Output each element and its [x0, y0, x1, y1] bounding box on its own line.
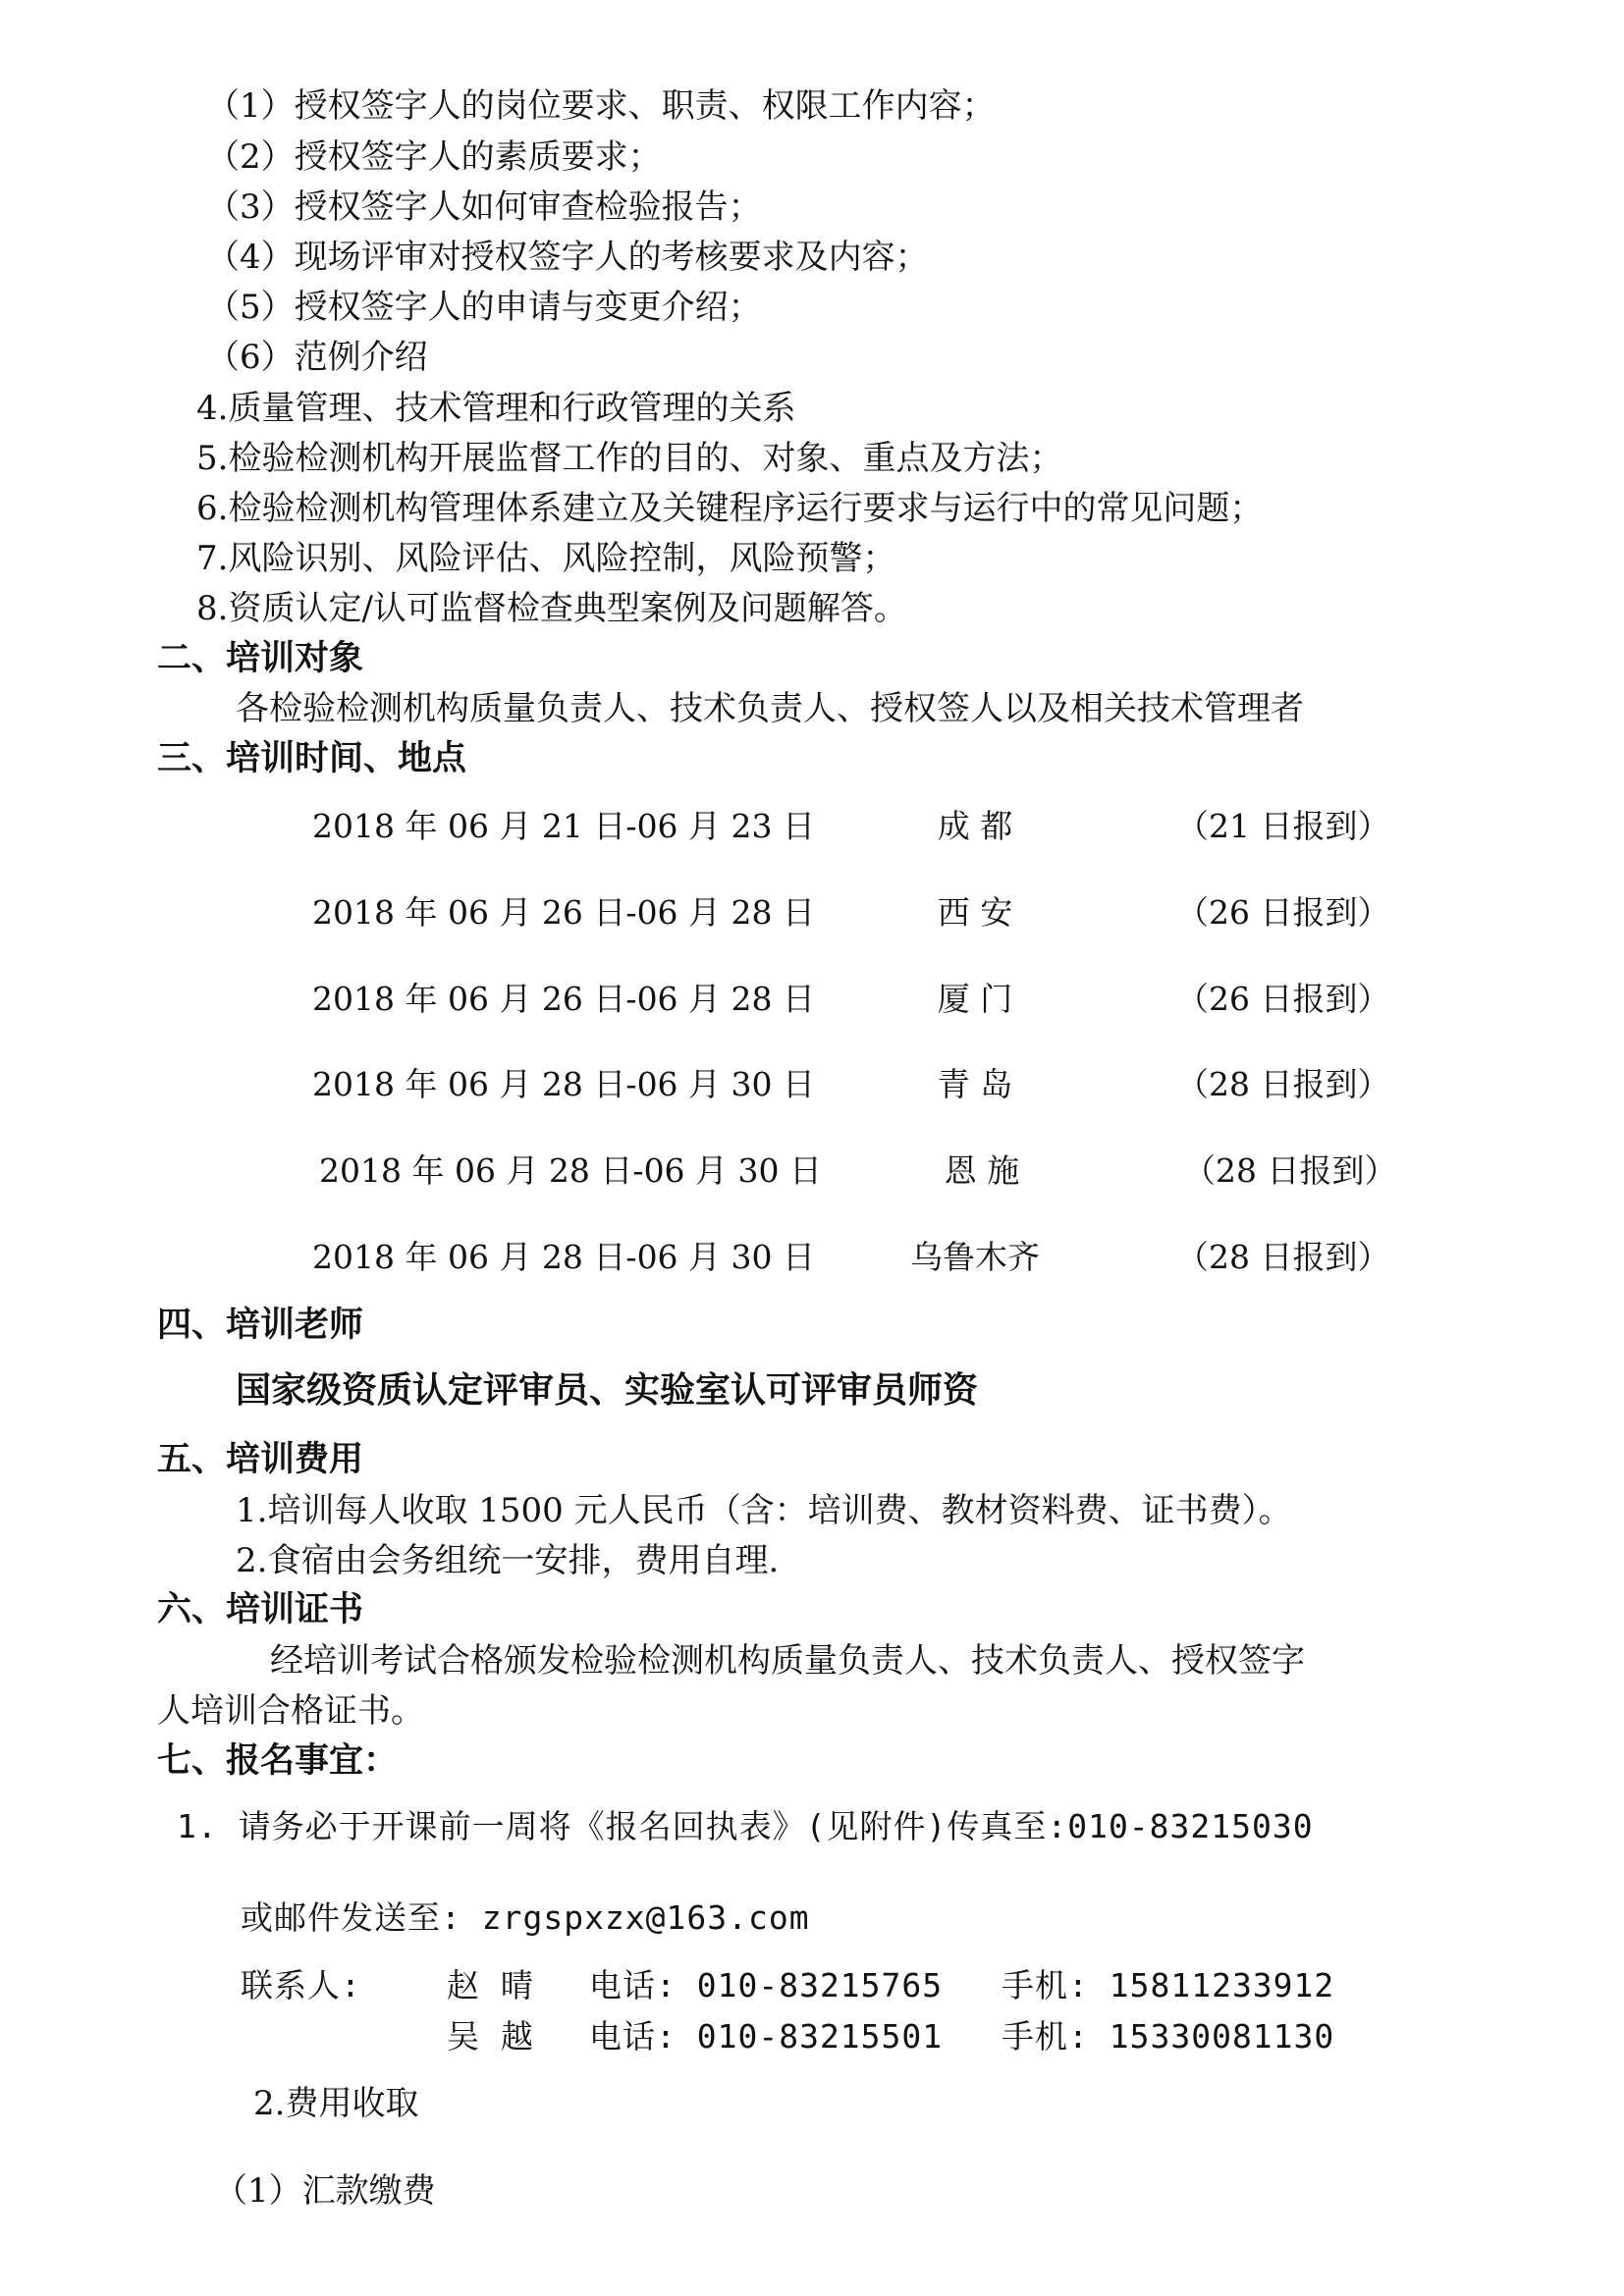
section-6-heading: 六、培训证书: [157, 1590, 364, 1629]
content-item-3: （3）授权签字人如何审查检验报告；: [206, 187, 762, 227]
schedule-date: 2018 年 06 月 28 日-06 月 30 日: [312, 1065, 816, 1103]
schedule-report: （26 日报到）: [1176, 893, 1390, 932]
schedule-report: （26 日报到）: [1176, 980, 1390, 1018]
schedule-city: 厦 门: [937, 980, 1013, 1018]
contact-name: 赵 晴: [447, 1966, 534, 2004]
contact-mobile: 手机: 15811233912: [1001, 1966, 1335, 2004]
schedule-report: （28 日报到）: [1183, 1151, 1397, 1190]
section-6-line-1: 经培训考试合格颁发检验检测机构质量负责人、技术负责人、授权签字: [270, 1641, 1305, 1681]
section-4-heading: 四、培训老师: [157, 1306, 364, 1345]
content-item-1: （1）授权签字人的岗位要求、职责、权限工作内容；: [206, 86, 996, 126]
schedule-city: 成 都: [937, 807, 1013, 845]
section-2-heading: 二、培训对象: [157, 639, 364, 678]
content-item-6: （6）范例介绍: [206, 338, 428, 377]
topic-8: 8.资质认定/认可监督检查典型案例及问题解答。: [196, 589, 907, 628]
section-7-sub-1: （1）汇款缴费: [214, 2171, 436, 2211]
section-7-heading: 七、报名事宜：: [157, 1741, 399, 1781]
content-item-2: （2）授权签字人的素质要求；: [206, 137, 662, 177]
schedule-city: 西 安: [937, 893, 1013, 932]
contact-name: 吴 越: [447, 2017, 534, 2056]
topic-6: 6.检验检测机构管理体系建立及关键程序运行要求与运行中的常见问题；: [196, 489, 1264, 528]
schedule-report: （28 日报到）: [1176, 1238, 1390, 1276]
content-item-5: （5）授权签字人的申请与变更介绍；: [206, 288, 762, 327]
schedule-city: 乌鲁木齐: [910, 1238, 1040, 1276]
contact-phone: 电话: 010-83215765: [589, 1966, 944, 2004]
section-5-item-2: 2.食宿由会务组统一安排，费用自理.: [236, 1541, 780, 1580]
schedule-date: 2018 年 06 月 28 日-06 月 30 日: [319, 1151, 823, 1190]
section-4-text: 国家级资质认定评审员、实验室认可评审员师资: [236, 1370, 979, 1411]
section-5-heading: 五、培训费用: [157, 1440, 364, 1479]
content-item-4: （4）现场评审对授权签字人的考核要求及内容；: [206, 238, 929, 277]
schedule-city: 青 岛: [937, 1065, 1013, 1103]
contact-phone: 电话: 010-83215501: [589, 2017, 944, 2056]
contact-mobile: 手机: 15330081130: [1001, 2017, 1335, 2056]
section-3-heading: 三、培训时间、地点: [157, 739, 467, 778]
section-6-line-2: 人培训合格证书。: [157, 1691, 424, 1731]
schedule-date: 2018 年 06 月 26 日-06 月 28 日: [312, 893, 816, 932]
schedule-date: 2018 年 06 月 28 日-06 月 30 日: [312, 1238, 816, 1276]
schedule-report: （28 日报到）: [1176, 1065, 1390, 1103]
section-5-item-1: 1.培训每人收取 1500 元人民币（含：培训费、教材资料费、证书费）。: [236, 1491, 1292, 1530]
section-2-text: 各检验检测机构质量负责人、技术负责人、授权签人以及相关技术管理者: [236, 689, 1304, 728]
schedule-city: 恩 施: [944, 1151, 1020, 1190]
contact-label: 联系人:: [241, 1966, 361, 2004]
email-line: 或邮件发送至: zrgspxzx@163.com: [241, 1898, 810, 1937]
section-7-item-2: 2.费用收取: [253, 2084, 419, 2123]
schedule-date: 2018 年 06 月 21 日-06 月 23 日: [312, 807, 816, 845]
topic-4: 4.质量管理、技术管理和行政管理的关系: [196, 389, 796, 428]
topic-5: 5.检验检测机构开展监督工作的目的、对象、重点及方法；: [196, 439, 1063, 478]
schedule-report: （21 日报到）: [1176, 807, 1390, 845]
topic-7: 7.风险识别、风险评估、风险控制，风险预警；: [196, 539, 896, 578]
schedule-date: 2018 年 06 月 26 日-06 月 28 日: [312, 980, 816, 1018]
section-7-item-1: 1. 请务必于开课前一周将《报名回执表》(见附件)传真至:010-83215030: [177, 1807, 1314, 1845]
